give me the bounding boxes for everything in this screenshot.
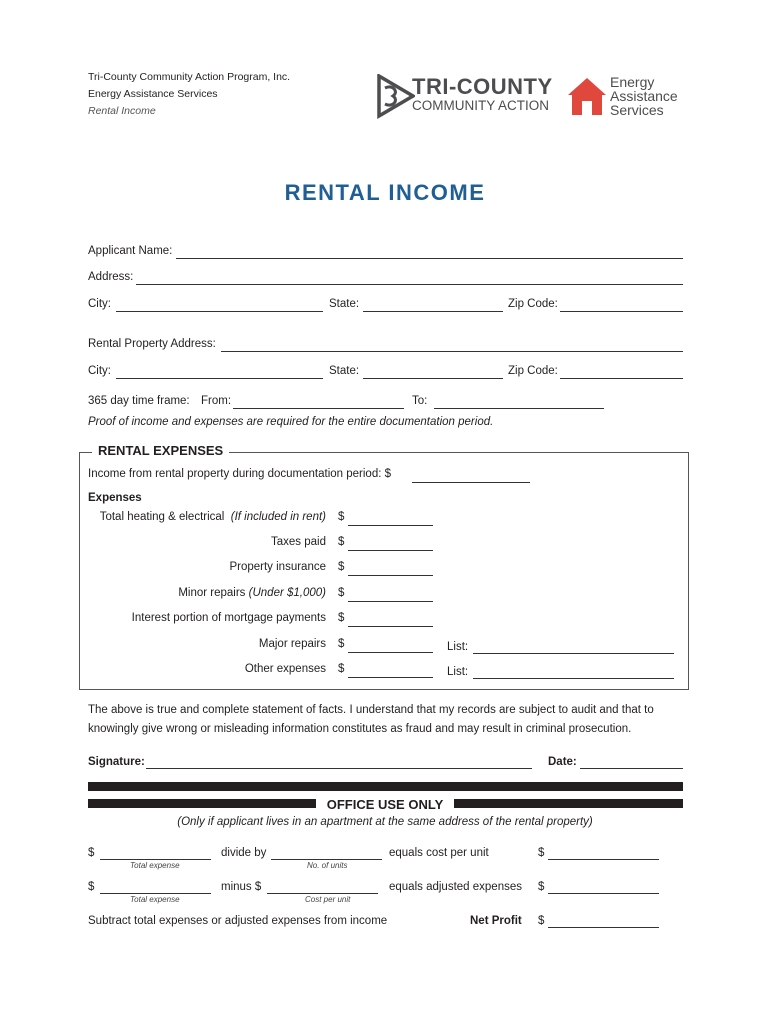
- rental-city-label: City:: [88, 365, 111, 377]
- subtract-label: Subtract total expenses or adjusted expenses from income: [88, 915, 388, 927]
- to-field[interactable]: [434, 408, 604, 409]
- rental-expenses-title: RENTAL EXPENSES: [92, 443, 229, 458]
- divide-by-label: divide by: [221, 847, 267, 859]
- tri-county-logo: [377, 74, 557, 120]
- adjusted-expenses-field[interactable]: [548, 893, 659, 894]
- other-expenses-list-field[interactable]: [473, 678, 674, 679]
- logo-services-text: Services: [610, 102, 664, 118]
- income-label: Income from rental property during documentation period: $: [88, 468, 391, 480]
- address-field[interactable]: [136, 284, 683, 285]
- row2-result-currency: $: [538, 881, 545, 893]
- page-title: RENTAL INCOME: [284, 180, 486, 205]
- office-subtitle: (Only if applicant lives in an apartment at the same address of the rental property): [177, 816, 593, 828]
- state-label: State:: [329, 298, 360, 310]
- expense-taxes-currency: $: [338, 536, 345, 548]
- expense-mortgage-interest-currency: $: [338, 612, 345, 624]
- row2-total-expense-field[interactable]: [100, 893, 211, 894]
- address-label: Address:: [88, 271, 134, 283]
- equals-adjusted-label: equals adjusted expenses: [389, 881, 522, 893]
- expense-taxes-field[interactable]: [348, 550, 433, 551]
- from-label: From:: [201, 395, 232, 407]
- expense-insurance-label: Property insurance: [229, 561, 326, 573]
- units-caption: No. of units: [307, 861, 348, 870]
- row3-result-currency: $: [538, 915, 545, 927]
- row1-result-currency: $: [538, 847, 545, 859]
- expense-insurance-currency: $: [338, 561, 345, 573]
- row2-total-expense-caption: Total expense: [130, 895, 180, 904]
- city-label: City:: [88, 298, 111, 310]
- energy-assistance-logo: [566, 75, 696, 121]
- zip-field[interactable]: [560, 311, 683, 312]
- signature-label: Signature:: [88, 756, 145, 768]
- rental-state-label: State:: [329, 365, 360, 377]
- row2-currency: $: [88, 881, 95, 893]
- minus-label: minus $: [221, 881, 262, 893]
- net-profit-field[interactable]: [548, 927, 659, 928]
- rental-zip-label: Zip Code:: [508, 365, 558, 377]
- rental-address-label: Rental Property Address:: [88, 338, 216, 350]
- applicant-name-label: Applicant Name:: [88, 245, 173, 257]
- expense-mortgage-interest-label: Interest portion of mortgage payments: [131, 612, 326, 624]
- from-field[interactable]: [233, 408, 404, 409]
- logo-assistance-text: Assistance: [610, 88, 678, 104]
- expenses-heading: Expenses: [88, 492, 142, 504]
- expense-heating-label: Total heating & electrical (If included in rent): [99, 511, 326, 523]
- expense-insurance-field[interactable]: [348, 575, 433, 576]
- expense-major-repairs-field[interactable]: [348, 652, 433, 653]
- expense-major-repairs-currency: $: [338, 638, 345, 650]
- rental-state-field[interactable]: [363, 378, 503, 379]
- units-field[interactable]: [271, 859, 382, 860]
- timeframe-label: 365 day time frame:: [88, 395, 190, 407]
- income-field[interactable]: [412, 482, 530, 483]
- rental-city-field[interactable]: [116, 378, 323, 379]
- expense-heating-currency: $: [338, 511, 345, 523]
- equals-cost-label: equals cost per unit: [389, 847, 489, 859]
- row1-total-expense-field[interactable]: [100, 859, 211, 860]
- row1-total-expense-caption: Total expense: [130, 861, 180, 870]
- expense-minor-repairs-field[interactable]: [348, 601, 433, 602]
- row1-currency: $: [88, 847, 95, 859]
- office-left-bar: [88, 799, 316, 808]
- office-right-bar: [454, 799, 683, 808]
- rental-expenses-box: [79, 452, 689, 690]
- cost-per-unit-field[interactable]: [548, 859, 659, 860]
- expense-minor-repairs-label: Minor repairs (Under $1,000): [178, 587, 326, 599]
- expense-other-label: Other expenses: [244, 663, 326, 675]
- net-profit-label: Net Profit: [470, 915, 522, 927]
- expense-other-field[interactable]: [348, 677, 433, 678]
- office-top-bar: [88, 782, 683, 791]
- expense-heating-field[interactable]: [348, 525, 433, 526]
- applicant-name-field[interactable]: [176, 258, 683, 259]
- expense-major-repairs-label: Major repairs: [258, 638, 326, 650]
- cost-per-unit-caption: Cost per unit: [305, 895, 351, 904]
- to-label: To:: [412, 395, 428, 407]
- date-field[interactable]: [580, 768, 683, 769]
- expense-mortgage-interest-field[interactable]: [348, 626, 433, 627]
- expense-other-currency: $: [338, 663, 345, 675]
- signature-field[interactable]: [146, 768, 532, 769]
- date-label: Date:: [548, 756, 577, 768]
- logo-community-action-text: COMMUNITY ACTION: [412, 98, 550, 113]
- expense-taxes-label: Taxes paid: [271, 536, 326, 548]
- minus-cost-field[interactable]: [267, 893, 378, 894]
- major-repairs-list-field[interactable]: [473, 653, 674, 654]
- rental-address-field[interactable]: [221, 351, 683, 352]
- house-icon: [566, 75, 608, 117]
- city-field[interactable]: [116, 311, 323, 312]
- major-repairs-list-label: List:: [447, 641, 469, 653]
- tri-county-emblem-icon: [377, 74, 415, 120]
- proof-note: Proof of income and expenses are required for the entire documentation period.: [88, 416, 494, 428]
- other-expenses-list-label: List:: [447, 666, 469, 678]
- header-dept: Energy Assistance Services: [88, 88, 218, 100]
- statement-line2: knowingly give wrong or misleading information constitutes as fraud and may result in criminal prosecution.: [88, 723, 632, 735]
- logo-tri-county-text: TRI-COUNTY: [412, 74, 553, 99]
- expense-minor-repairs-currency: $: [338, 587, 345, 599]
- header-org: Tri-County Community Action Program, Inc.: [88, 71, 291, 83]
- zip-label: Zip Code:: [508, 298, 558, 310]
- state-field[interactable]: [363, 311, 503, 312]
- office-title: OFFICE USE ONLY: [326, 797, 444, 812]
- statement-line1: The above is true and complete statement of facts. I understand that my records are subject to audit and that to: [88, 704, 654, 716]
- header-doc: Rental Income: [88, 105, 156, 117]
- logo-energy-text: Energy: [610, 74, 655, 90]
- rental-zip-field[interactable]: [560, 378, 683, 379]
